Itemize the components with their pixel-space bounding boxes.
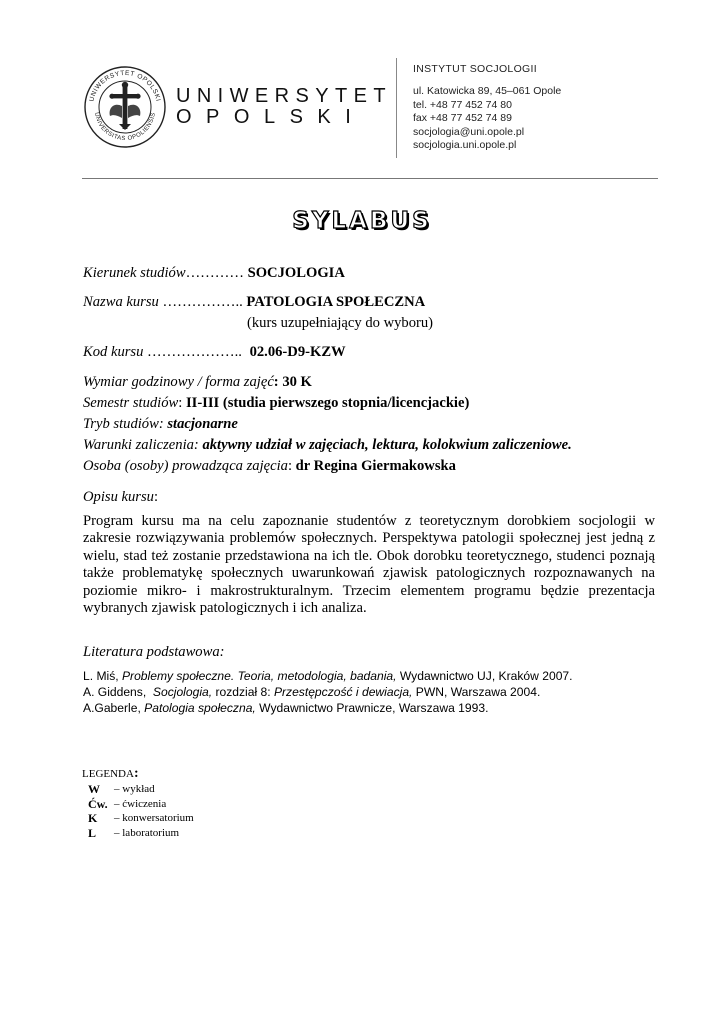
wymiar-value: 30 K [282,374,312,390]
university-seal-icon [84,66,166,148]
field-kod-kursu [83,344,346,361]
university-name-line2: OPOLSKI [176,106,366,128]
university-name [176,86,392,128]
literature-item [83,684,573,700]
semestr-value: II-III (studia pierwszego stopnia/licencjackie) [185,395,470,411]
kierunek-value: SOCJOLOGIA [247,265,345,281]
legend-code: W [88,781,100,796]
kurs-value: PATOLOGIA SPOŁECZNA [246,294,426,310]
institute-fax: fax +48 77 452 74 89 [413,112,512,124]
letterhead [0,0,724,180]
title-text: SYLABUS [292,208,432,234]
header-divider [396,58,397,158]
lit-title: Socjologia, [152,685,213,699]
lit-publisher: PWN, Warszawa 2004. [412,685,541,699]
field-tryb [83,416,238,433]
svg-text:UNIVERSITAS OPOLIENSIS: UNIVERSITAS OPOLIENSIS [93,111,157,143]
kod-value: 02.06-D9-KZW [249,344,346,360]
institute-website: socjologia.uni.opole.pl [413,139,517,151]
field-kierunek [83,265,345,282]
wymiar-label: Wymiar godzinowy / forma zajęć [83,374,274,390]
lit-author: A. Giddens, [83,685,153,699]
field-semestr: Semestr studiów: II-III (studia pierwszego stopnia/licencjackie) [83,395,470,411]
institute-phone: tel. +48 77 452 74 80 [413,98,512,111]
lit-publisher: Wydawnictwo UJ, Kraków 2007. [396,669,573,683]
university-name-line1: UNIWERSYTET [176,85,392,107]
legend-item [82,796,167,812]
kierunek-label: Kierunek studiów [83,265,186,281]
field-osoba: Osoba (osoby) prowadząca zajęcia: dr Regina Giermakowska [83,458,456,474]
literature-item [83,700,573,716]
institute-address: ul. Katowicka 89, 45–061 Opole [413,85,562,97]
legend-item [82,781,155,797]
institute-name: INSTYTUT SOCJOLOGII [413,63,537,75]
field-nazwa-kursu [83,294,425,311]
field-kurs-note [247,315,433,332]
kierunek-dots: ………… [185,265,244,281]
osoba-label: Osoba (osoby) prowadząca zajęcia [83,458,288,474]
opis-heading-text: Opisu kursu [83,489,154,505]
field-warunki [83,437,572,454]
kurs-note: (kurs uzupełniający do wyboru) [247,315,434,331]
legend-meaning: – konwersatorium [114,812,194,825]
opis-heading: Opisu kursu: [83,489,159,505]
svg-text:UNIWERSYTET OPOLSKI: UNIWERSYTET OPOLSKI [88,69,162,103]
header-rule [82,178,658,179]
lit-title: Patologia społeczna, [144,701,256,715]
legend-meaning: – ćwiczenia [114,797,167,810]
literature-heading: Literatura podstawowa: [83,644,225,660]
lit-author: L. Miś, [83,669,122,683]
institute-contact [413,63,561,153]
kurs-dots: …………….. [158,294,243,310]
legend-meaning: – laboratorium [114,827,180,840]
osoba-value: dr Regina Giermakowska [295,458,456,474]
legend-item [82,811,194,826]
course-description: Program kursu ma na celu zapoznanie studentów z teoretycznym dorobkiem socjologii w zakresie rozwiązywania problemów społecznych. Perspektywa patologii społecznej jest jedną z wielu, stad też zostanie przedstawiona na ich tle. Obok dorobku teoretycznego, studenci poznają także problematykę społecznych uwarunkowań zjawisk patologicznych rozpoznawanych na poziomie mikro- i makrostrukturalnym. Trzecim elementem programu będzie prezentacja wybranych zjawisk patologicznych i ich analiza. [83,513,655,617]
kod-label: Kod kursu [83,344,144,360]
legend-code: Ćw. [88,796,108,811]
legend [82,766,194,841]
literature-list [83,668,573,716]
legend-code: L [88,826,97,841]
literature-item [83,668,573,684]
document-title [0,208,724,234]
kurs-label: Nazwa kursu [83,294,159,310]
lit-publisher: Wydawnictwo Prawnicze, Warszawa 1993. [255,701,489,715]
institute-email: socjologia@uni.opole.pl [413,125,525,138]
warunki-label: Warunki zaliczenia: [83,437,199,453]
legend-code: K [88,811,98,826]
lit-author: A.Gaberle, [83,701,145,715]
legend-meaning: – wykład [114,782,155,795]
tryb-label: Tryb studiów: [83,416,164,432]
lit-chapter-title: Przestępczość i dewiacja, [273,685,413,699]
warunki-value: aktywny udział w zajęciach, lektura, kolokwium zaliczeniowe. [202,437,572,453]
semestr-label: Semestr studiów [83,395,179,411]
legend-title: LEGENDA: [82,766,139,781]
legend-item [82,826,180,841]
lit-chapter: rozdział 8: [212,685,274,699]
lit-title: Problemy społeczne. Teoria, metodologia, badania, [121,669,397,683]
legend-title-text: LEGENDA [82,768,134,780]
kod-dots: ……………….. [143,344,242,360]
field-wymiar: Wymiar godzinowy / forma zajęć: 30 K [83,374,312,390]
tryb-value: stacjonarne [167,416,238,432]
